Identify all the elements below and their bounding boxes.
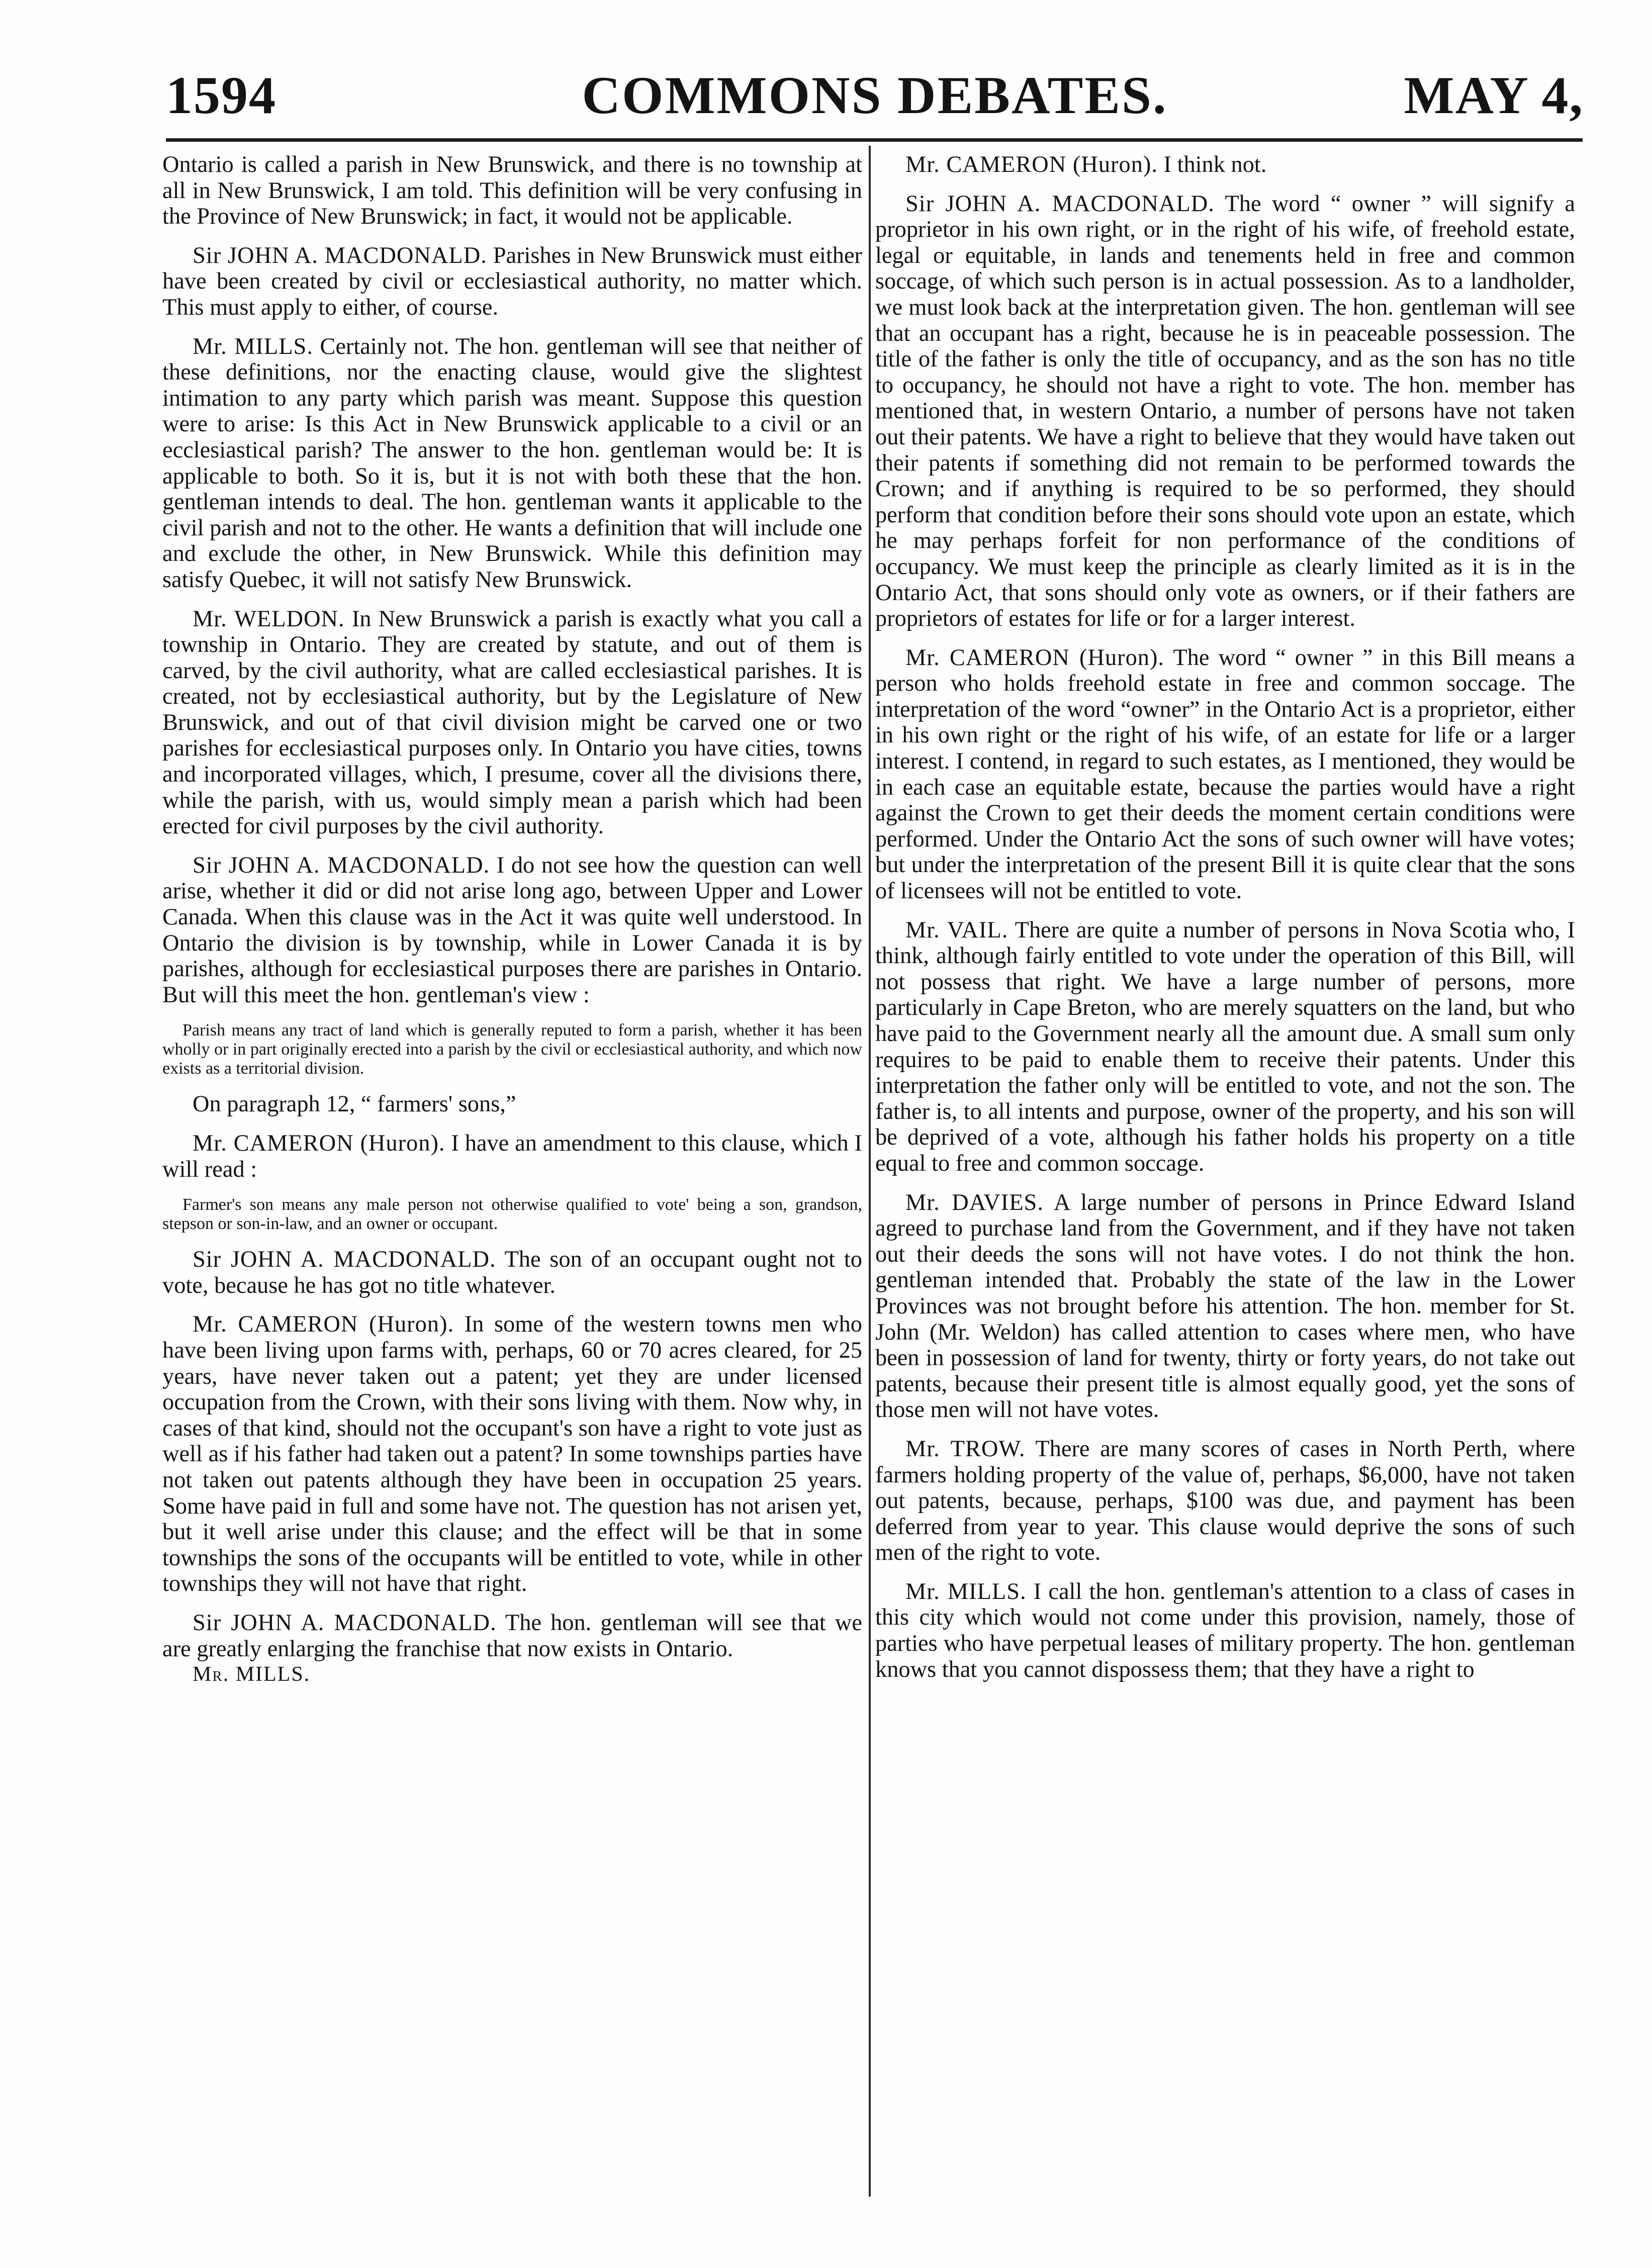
speech-text: I call the hon. gentleman's attention to a class of cases in this city which would not come under this provision, namely, those of parties who have perpetual leases of military property. The hon. gentleman knows that you cannot dispossess them; that they have a right to <box>875 1578 1575 1682</box>
page-title: COMMONS DEBATES. <box>582 66 1168 125</box>
speaker-name: Mr. DAVIES. <box>905 1189 1044 1215</box>
speaker-name: Sir JOHN A. MACDONALD. <box>193 852 490 878</box>
speech-text: The word “ owner ” in this Bill means a person who holds freehold estate in free and common soccage. The interpretation of the word “owner” in the Ontario Act is a proprietor, either in his own right or the right of his wife, of an estate for life or a larger interest. I contend, in regard to such estates, as I mentioned, they would be in each case an equitable estate, because the parties would have a right against the Crown to get their deeds the moment certain conditions were performed. Under the Ontario Act the sons of such owner will have votes; but under the interpretation of the present Bill it is quite clear that the sons of licensees will not be entitled to vote. <box>875 644 1575 904</box>
speaker-name: Sir JOHN A. MACDONALD. <box>193 242 487 268</box>
page-number: 1594 <box>166 66 277 125</box>
speaker-name: Mr. MILLS. <box>193 333 313 359</box>
paragraph <box>162 1610 862 1662</box>
speaker-name: Mr. CAMERON (Huron). <box>905 152 1158 177</box>
quoted-definition: Parish means any tract of land which is generally reputed to form a parish, whether it has been wholly or in part originally erected into a parish by the civil or ecclesiastical authority, and which now exists as a territorial division. <box>162 1021 862 1078</box>
speaker-name: Mr. CAMERON (Huron). <box>193 1130 445 1156</box>
speech-text: There are quite a number of persons in Nova Scotia who, I think, although fairly entitled to vote under the operation of this Bill, will not possess that right. We have a large number of persons, more particularly in Cape Breton, who are merely squatters on the land, but who have paid to the Government nearly all the amount due. A small sum only requires to be paid to enable them to receive their patents. Under this interpretation the father only will be entitled to vote, and not the son. The father is, to all intents and purpose, owner of the property, and his son will be deprived of a vote, although his father holds his property on a title equal to free and common soccage. <box>875 917 1575 1176</box>
speaker-name: Mr. VAIL. <box>905 917 1008 943</box>
page-date: MAY 4, <box>1404 66 1584 125</box>
left-column <box>162 152 862 1688</box>
paragraph: Ontario is called a parish in New Brunswick, and there is no township at all in New Brunswick, I am told. This definition will be very confusing in the Province of New Brunswick; in fact, it would not be applicable. <box>162 152 862 230</box>
speech-text: There are many scores of cases in North Perth, where farmers holding property of the value of, perhaps, $6,000, have not taken out patents, because, perhaps, $100 was due, and payment has been deferred from year to year. This clause would deprive the sons of such men of the right to vote. <box>875 1436 1576 1566</box>
page-header <box>166 63 1584 128</box>
speaker-name: Sir JOHN A. MACDONALD. <box>905 191 1215 217</box>
paragraph <box>875 645 1575 904</box>
quoted-amendment: Farmer's son means any male person not otherwise qualified to vote' being a son, grandson, stepson or son-in-law, and an owner or occupant. <box>162 1195 862 1234</box>
speaker-name: Mr. TROW. <box>905 1436 1026 1462</box>
paragraph <box>875 917 1575 1177</box>
header-rule <box>166 138 1583 142</box>
paragraph <box>162 1130 862 1182</box>
paragraph <box>875 191 1575 632</box>
speaker-name: Sir JOHN A. MACDONALD. <box>193 1247 496 1273</box>
speech-text: I think not. <box>1157 152 1267 177</box>
speech-text: Certainly not. The hon. gentleman will see that neither of these definitions, nor the enacting clause, would give the slightest intimation to any party which parish was meant. Suppose this question were to arise: Is this Act in New Brunswick applicable to a civil or an ecclesiastical parish? The answer to the hon. gentleman would be: It is applicable to both. So it is, but it is not with both these that the hon. gentleman intends to deal. The hon. gentleman wants it applicable to the civil parish and not to the other. He wants a definition that will include one and exclude the other, in New Brunswick. While this definition may satisfy Quebec, it will not satisfy New Brunswick. <box>162 333 862 593</box>
paragraph <box>162 334 862 593</box>
speech-text: I do not see how the question can well arise, whether it did or did not arise long ago, between Upper and Lower Canada. When this clause was in the Act it was quite well understood. In Ontario the division is by township, while in Lower Canada it is by parishes, although for ecclesiastical purposes there are parishes in Ontario. But will this meet the hon. gentleman's view : <box>162 852 862 1008</box>
speech-text: The word “ owner ” will signify a proprietor in his own right, or in the right of his wife, of freehold estate, legal or equitable, in lands and tenements held in free and common soccage, of which such person is in actual possession. As to a landholder, we must look back at the interpretation given. The hon. gentleman will see that an occupant has a right, because he is in peaceable possession. The title of the father is only the title of occupancy, and as the son has no title to occupancy, he should not have a right to vote. The hon. member has mentioned that, in western Ontario, a number of persons have not taken out their patents. We have a right to believe that they would have taken out their patents if something did not remain to be performed towards the Crown; and if anything is required to be so performed, they should perform that condition before their sons should vote upon an estate, which he may perhaps forfeit for non performance of the conditions of occupancy. We must keep the principle as clearly limited as it is in the Ontario Act, that sons should only vote as owners, or if their fathers are proprietors of estates for life or for a larger interest. <box>875 191 1575 632</box>
speech-text: I have an amendment to this clause, which I will read : <box>162 1130 863 1182</box>
paragraph <box>875 1579 1575 1682</box>
speech-text: Parishes in New Brunswick must either have been created by civil or ecclesiastical authority, no matter which. This must apply to either, of course. <box>162 242 862 320</box>
paragraph: On paragraph 12, “ farmers' sons,” <box>193 1091 516 1117</box>
column-divider <box>869 146 871 2197</box>
speech-text: In some of the western towns men who have been living upon farms with, perhaps, 60 or 70 acres cleared, for 25 years, have never taken out a patent; yet they are under licensed occupation from the Crown, with their sons living with them. Now why, in cases of that kind, should not the occupant's son have a right to vote just as well as if his father had taken out a patent? In some townships parties have not taken out patents although they have been in occupation 25 years. Some have paid in full and some have not. The question has not arisen yet, but it well arise under this clause; and the effect will be that in some townships the sons of the occupants will be entitled to vote, while in other townships they will not have that right. <box>162 1311 862 1597</box>
speech-text: The hon. gentleman will see that we are greatly enlarging the franchise that now exists in Ontario. <box>162 1610 862 1662</box>
paragraph <box>162 1247 862 1298</box>
speech-text: In New Brunswick a parish is exactly what you call a township in Ontario. They are created by statute, and out of them is carved, by the civil authority, what are called ecclesiastical parishes. It is created, not by ecclesiastical authority, but by the Legislature of New Brunswick, and out of that civil division might be carved one or two parishes for ecclesiastical purposes only. In Ontario you have cities, towns and incorporated villages, which, I presume, cover all the divisions there, while the parish, with us, would simply mean a parish which had been erected for civil purposes by the civil authority. <box>162 606 862 839</box>
paragraph <box>875 1436 1575 1566</box>
paragraph <box>875 152 1575 178</box>
speech-text: The son of an occupant ought not to vote, because he has got no title whatever. <box>162 1247 862 1298</box>
speaker-name: Sir JOHN A. MACDONALD. <box>193 1610 497 1636</box>
right-column <box>875 152 1575 1695</box>
paragraph <box>875 1190 1575 1423</box>
catchword: Mr. MILLS. <box>193 1663 311 1686</box>
speaker-name: Mr. CAMERON (Huron). <box>193 1311 454 1338</box>
paragraph <box>162 1311 862 1597</box>
paragraph <box>162 243 862 321</box>
speaker-name: Mr. WELDON. <box>193 606 345 632</box>
speaker-name: Mr. MILLS. <box>905 1578 1027 1604</box>
paragraph <box>162 853 862 1008</box>
speech-text: A large number of persons in Prince Edward Island agreed to purchase land from the Government, and if they have not taken out their deeds the sons will not have votes. I do not think the hon. gentleman intended that. Probably the state of the law in the Lower Provinces was not brought before his attention. The hon. member for St. John (Mr. Weldon) has called attention to cases where men, who have been in possession of land for twenty, thirty or forty years, do not take out patents, because their present title is almost equally good, yet the sons of those men will not have votes. <box>875 1189 1575 1423</box>
speaker-name: Mr. CAMERON (Huron). <box>905 644 1165 671</box>
paragraph <box>162 606 862 839</box>
